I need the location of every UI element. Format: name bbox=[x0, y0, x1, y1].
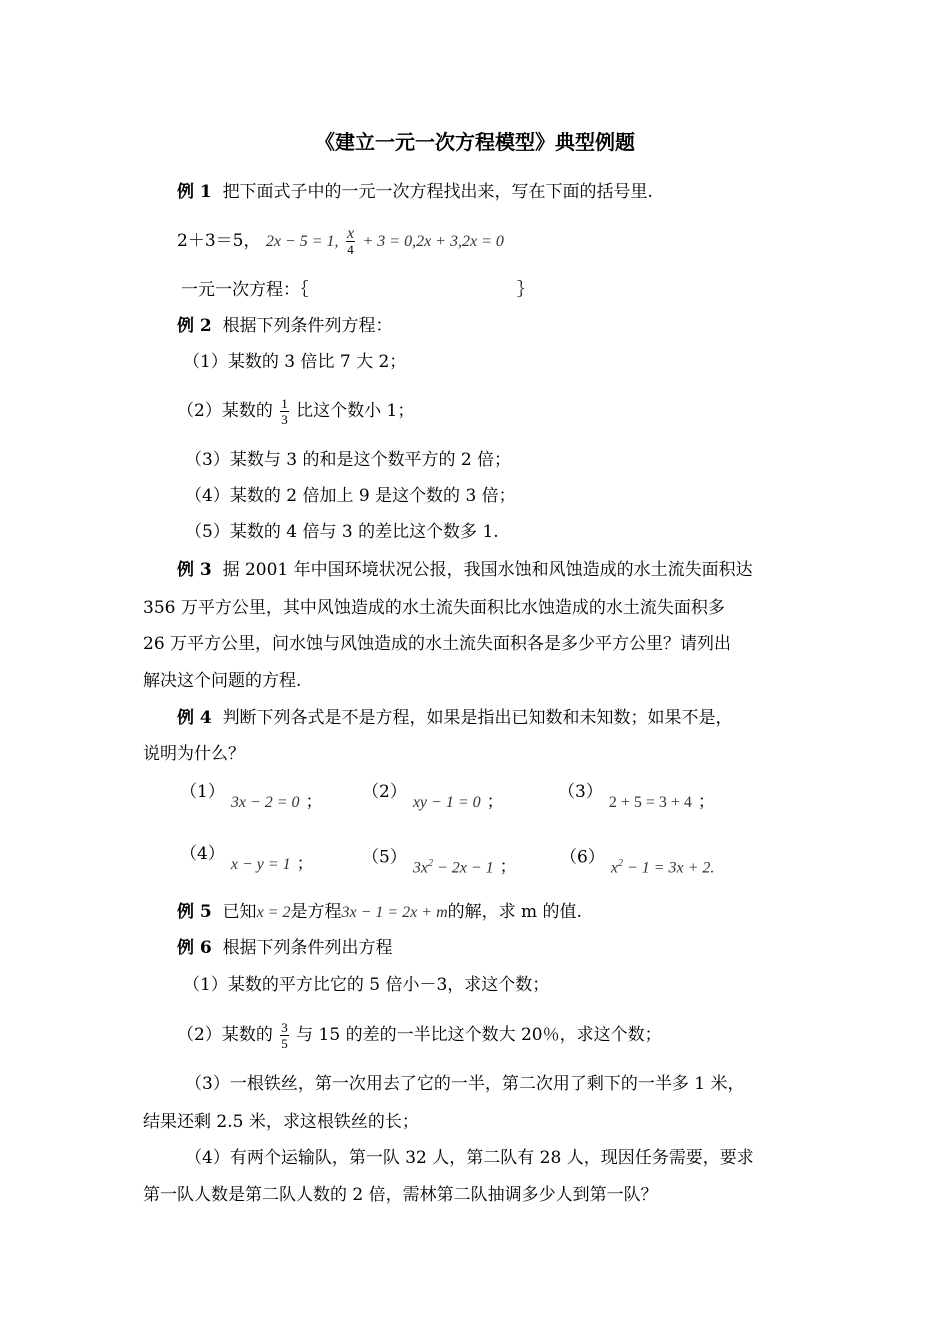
example-4-item-5: $(5)3x^2 - 2x - 1$ ； bbox=[362, 847, 517, 878]
fraction-x-over-4: $\frac{x}{4}$ bbox=[346, 225, 355, 257]
example-1-label: 例 1 bbox=[177, 182, 212, 202]
example-3-label: 例 3 bbox=[177, 560, 212, 580]
example-5-label: 例 5 bbox=[177, 902, 212, 922]
example-2-item-1: （1）某数的 3 倍比 7 大 2； bbox=[183, 352, 407, 372]
example-1-answer bbox=[181, 278, 309, 302]
example-4-item-6: $(6)x^2 - 1 = 3x + 2$. bbox=[560, 847, 715, 877]
example-6-item-3-line-2: 结果还剩 2.5 米，求这根铁丝的长； bbox=[143, 1112, 419, 1132]
example-4-line-2: 说明为什么？ bbox=[143, 744, 245, 764]
fraction-one-third: $\frac{1}{3}$ bbox=[281, 396, 288, 427]
example-3-line-4: 解决这个问题的方程. bbox=[143, 671, 302, 691]
example-4-label: 例 4 bbox=[177, 708, 212, 728]
page-title: 《建立一元一次方程模型》典型例题 bbox=[315, 130, 635, 154]
expression-start: 2＋3＝5， bbox=[177, 231, 261, 251]
example-2-text: 根据下列条件列方程： bbox=[222, 316, 393, 336]
example-2-item-2: （2）某数的 $\frac{1}{3}$ 比这个数小 1； bbox=[177, 396, 415, 427]
example-3-line-2: 356 万平方公里，其中风蚀造成的水土流失面积比水蚀造成的水土流失面积多 bbox=[143, 598, 725, 618]
example-4-item-1: （1）3x − 2 = 0 ； bbox=[180, 782, 323, 812]
example-1-expressions bbox=[177, 226, 504, 257]
example-6-item-1: （1）某数的平方比它的 5 倍小－3，求这个数； bbox=[183, 975, 550, 995]
expression-b: + 3 = 0,2x + 3,2x = 0 bbox=[362, 233, 504, 250]
example-4-line-1: 例 4 判断下列各式是不是方程，如果是指出已知数和未知数；如果不是， bbox=[177, 708, 733, 728]
example-2-item-3: （3）某数与 3 的和是这个数平方的 2 倍； bbox=[185, 450, 512, 470]
expression-a: 2x − 5 = 1, bbox=[265, 233, 339, 250]
example-2-item-5: （5）某数的 4 倍与 3 的差比这个数多 1. bbox=[185, 522, 499, 542]
example-4-item-3: （3）2 + 5 = 3 + 4 ； bbox=[558, 782, 715, 812]
example-1-text: 把下面式子中的一元一次方程找出来，写在下面的括号里. bbox=[222, 182, 653, 202]
answer-label: 一元一次方程：｛ bbox=[181, 280, 309, 300]
answer-close-brace: ｝ bbox=[517, 280, 534, 300]
fraction-three-fifths: $\frac{3}{5}$ bbox=[281, 1020, 288, 1051]
example-5: 例 5 已知x = 2是方程3x − 1 = 2x + m的解，求 m 的值. bbox=[177, 902, 582, 922]
example-3-line-1: 例 3 据 2001 年中国环境状况公报，我国水蚀和风蚀造成的水土流失面积达 bbox=[177, 560, 753, 580]
example-2-label: 例 2 bbox=[177, 316, 212, 336]
example-4-item-2: （2）xy − 1 = 0 ； bbox=[362, 782, 504, 812]
example-6-label: 例 6 bbox=[177, 938, 212, 958]
example-6-item-4-line-1: （4）有两个运输队，第一队 32 人，第二队有 28 人，现因任务需要，要求 bbox=[185, 1148, 754, 1168]
example-6-item-4-line-2: 第一队人数是第二队人数的 2 倍，需林第二队抽调多少人到第一队？ bbox=[143, 1185, 658, 1205]
example-6-heading: 例 6 根据下列条件列出方程 bbox=[177, 938, 393, 958]
example-6-item-2: （2）某数的 $\frac{3}{5}$ 与 15 的差的一半比这个数大 20％，求这个数； bbox=[177, 1020, 662, 1051]
example-2-heading bbox=[177, 314, 393, 338]
example-6-item-3-line-1: （3）一根铁丝，第一次用去了它的一半，第二次用了剩下的一半多 1 米， bbox=[185, 1074, 745, 1094]
example-3-line-3: 26 万平方公里，问水蚀与风蚀造成的水土流失面积各是多少平方公里？请列出 bbox=[143, 634, 732, 654]
example-1-heading bbox=[177, 180, 653, 204]
example-2-item-4: （4）某数的 2 倍加上 9 是这个数的 3 倍； bbox=[185, 486, 516, 506]
example-4-item-4: （4）x − y = 1 ； bbox=[180, 844, 314, 874]
